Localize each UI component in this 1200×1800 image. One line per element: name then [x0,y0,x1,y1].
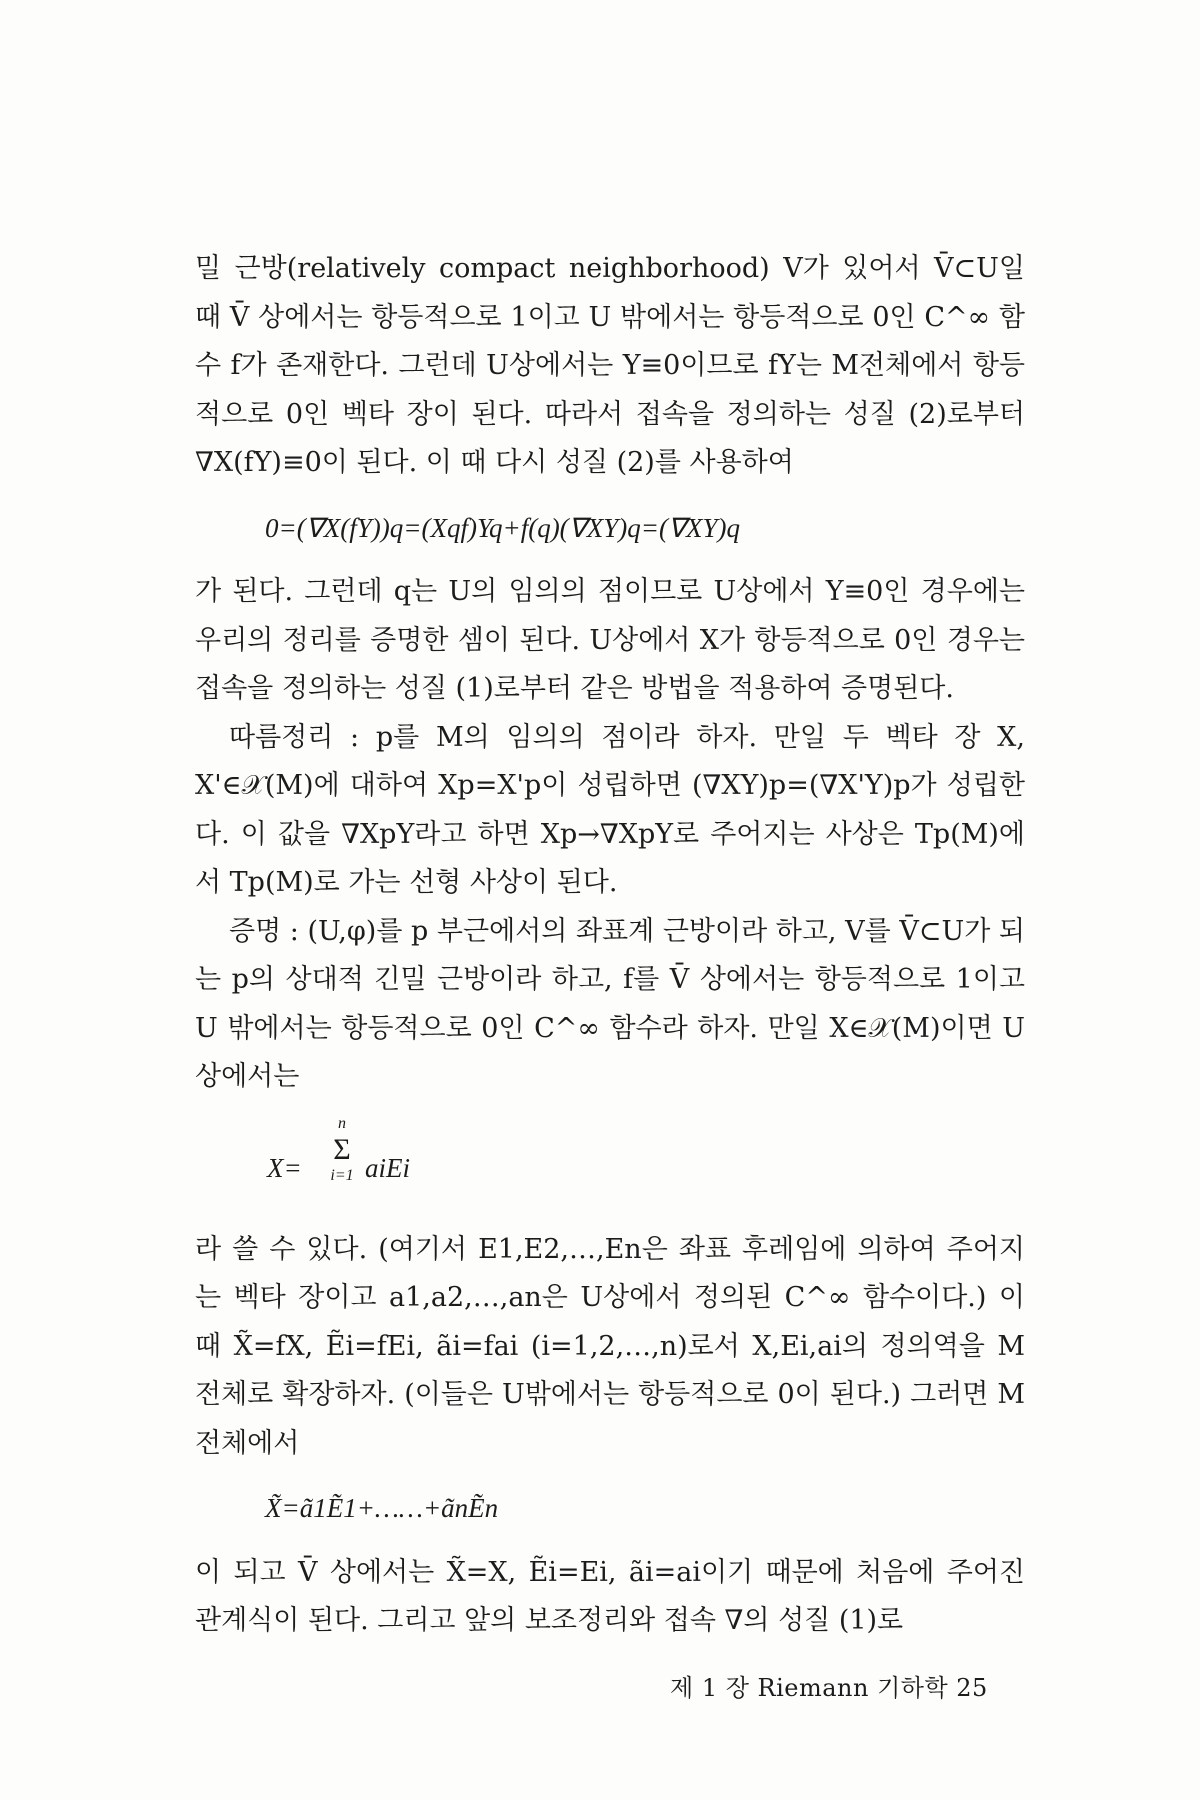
page-body [195,245,1025,1646]
sigma-block [327,1116,357,1184]
sigma-symbol: Σ [333,1132,351,1166]
paragraph-1: 밀 근방(relatively compact neighborhood) V가 있어서 V̄⊂U일 때 V̄ 상에서는 항등적으로 1이고 U 밖에서는 항등적으로 0인 C^∞ 함수 f가 존재한다. 그런데 U상에서는 Y≡0이므로 fY는 M전체에서 항등적으로 0인 벡타 장이 된다. 따라서 접속을 정의하는 성질 (2)로부터 ∇X(fY)≡0이 된다. 이 때 다시 성질 (2)를 사용하여 [195,253,1025,478]
paragraph-6: 이 되고 V̄ 상에서는 X̃=X, Ẽi=Ei, ãi=ai이기 때문에 처음에 주어진 관계식이 된다. 그리고 앞의 보조정리와 접속 ∇의 성질 (1)로 [195,1556,1025,1636]
sum-lhs: X= [267,1152,302,1183]
summation-formula [267,1116,1025,1212]
page-footer: 제 1 장 Riemann 기하학 25 [670,1674,988,1702]
equation-connection: 0=(∇X(fY))q=(Xqf)Yq+f(q)(∇XY)q=(∇XY)q [265,512,741,543]
equation-extension: X̃=ã1Ẽ1+……+ãnẼn [265,1493,499,1523]
sum-upper-limit: n [338,1114,346,1132]
proof-paragraph: 증명 : (U,φ)를 p 부근에서의 좌표계 근방이라 하고, V를 V̄⊂U가 되는 p의 상대적 긴밀 근방이라 하고, f를 V̄ 상에서는 항등적으로 1이고 U 밖에서는 항등적으로 0인 C^∞ 함수라 하자. 만일 X∈𝒳(M)이면 U상에서는 [195,915,1025,1092]
paragraph-5: 라 쓸 수 있다. (여기서 E1,E2,…,En은 좌표 후레임에 의하여 주어지는 벡타 장이고 a1,a2,…,an은 U상에서 정의된 C^∞ 함수이다.) 이 때 X̃=fX, Ẽi=fEi, ãi=fai (i=1,2,…,n)로서 X,Ei,ai의 정의역을 M 전체로 확장하자. (이들은 U밖에서는 항등적으로 0이 된다.) 그러면 M 전체에서 [195,1233,1025,1459]
sum-rhs: aiEi [365,1152,410,1183]
paragraph-2: 가 된다. 그런데 q는 U의 임의의 점이므로 U상에서 Y≡0인 경우에는 우리의 정리를 증명한 셈이 된다. U상에서 X가 항등적으로 0인 경우는 접속을 정의하는 성질 (1)로부터 같은 방법을 적용하여 증명된다. [195,576,1025,704]
sum-lower-limit: i=1 [330,1166,354,1184]
corollary-paragraph: 따름정리 : p를 M의 임의의 점이라 하자. 만일 두 벡타 장 X, X'∈𝒳(M)에 대하여 Xp=X'p이 성립하면 (∇XY)p=(∇X'Y)p가 성립한다. 이 값을 ∇XpY라고 하면 Xp→∇XpY로 주어지는 사상은 Tp(M)에서 Tp(M)로 가는 선형 사상이 된다. [195,721,1025,898]
